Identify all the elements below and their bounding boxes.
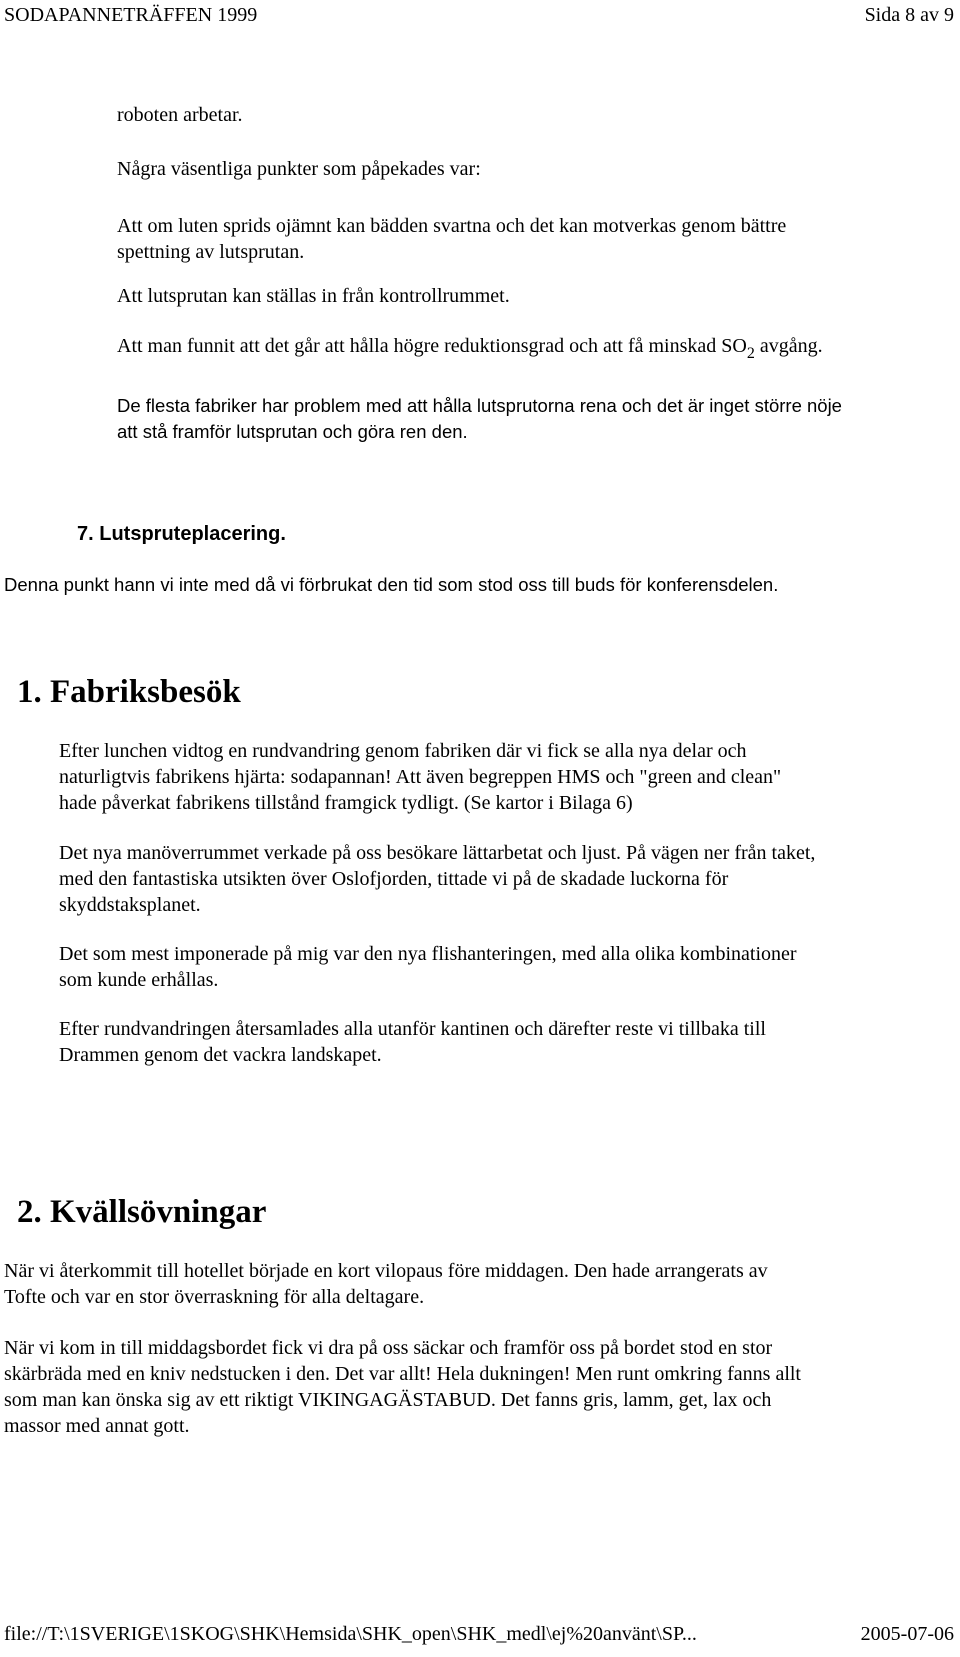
section-7-heading: 7. Lutspruteplacering. [77, 523, 286, 545]
intro-text: roboten arbetar. [117, 104, 243, 126]
header-title: SODAPANNETRÄFFEN 1999 [4, 4, 258, 26]
section-1-para-2-line-3: skyddstaksplanet. [59, 894, 201, 916]
section-2-para-2-line-2: skärbräda med en kniv nedstucken i den. Det var allt! Hela dukningen! Men runt omkring fanns allt [4, 1363, 801, 1385]
section-1-para-1-line-3: hade påverkat fabrikens tillstånd framgick tydligt. (Se kartor i Bilaga 6) [59, 792, 633, 814]
point-3-suffix: avgång. [754, 335, 823, 357]
section-1-para-3-line-2: som kunde erhållas. [59, 969, 219, 991]
footer-file-path: file://T:\1SVERIGE\1SKOG\SHK\Hemsida\SHK_open\SHK_medl\ej%20använt\SP... [4, 1623, 697, 1645]
section-1-para-2-line-1: Det nya manöverrummet verkade på oss besökare lättarbetat och ljust. På vägen ner från taket, [59, 842, 816, 864]
section-1-para-4-line-2: Drammen genom det vackra landskapet. [59, 1044, 382, 1066]
section-2-para-1-line-1: När vi återkommit till hotellet började en kort vilopaus före middagen. Den hade arrangerats av [4, 1260, 768, 1282]
section-1-heading: 1. Fabriksbesök [17, 674, 241, 710]
point-2: Att lutsprutan kan ställas in från kontrollrummet. [117, 285, 510, 307]
point-1-line-2: spettning av lutsprutan. [117, 241, 305, 263]
section-2-para-2-line-1: När vi kom in till middagsbordet fick vi dra på oss säckar och framför oss på bordet stod en stor [4, 1337, 773, 1359]
section-2-para-2-line-4: massor med annat gott. [4, 1415, 190, 1437]
point-4-line-2: att stå framför lutsprutan och göra ren den. [117, 421, 468, 442]
point-1-line-1: Att om luten sprids ojämnt kan bädden svartna och det kan motverkas genom bättre [117, 215, 787, 237]
point-4-line-1: De flesta fabriker har problem med att hålla lutsprutorna rena och det är inget större nöje [117, 395, 842, 416]
point-3-text: Att man funnit att det går att hålla högre reduktionsgrad och att få minskad SO [117, 335, 747, 357]
point-3 [117, 333, 823, 360]
section-1-para-2-line-2: med den fantastiska utsikten över Oslofjorden, tittade vi på de skadade luckorna för [59, 868, 729, 890]
footer-date: 2005-07-06 [860, 1623, 954, 1645]
section-2-heading: 2. Kvällsövningar [17, 1194, 267, 1230]
section-1-para-4-line-1: Efter rundvandringen återsamlades alla utanför kantinen och därefter reste vi tillbaka till [59, 1018, 766, 1040]
intro-lead: Några väsentliga punkter som påpekades var: [117, 158, 481, 180]
point-3-subscript: 2 [746, 345, 755, 362]
section-1-para-1-line-2: naturligtvis fabrikens hjärta: sodapannan! Att även begreppen HMS och "green and clean" [59, 766, 782, 788]
section-2-para-2-line-3: som man kan önska sig av ett riktigt VIKINGAGÄSTABUD. Det fanns gris, lamm, get, lax och [4, 1389, 772, 1411]
page-number: Sida 8 av 9 [864, 4, 954, 26]
section-1-para-3-line-1: Det som mest imponerade på mig var den nya flishanteringen, med alla olika kombinationer [59, 943, 797, 965]
section-7-text: Denna punkt hann vi inte med då vi förbrukat den tid som stod oss till buds för konferensdelen. [4, 574, 779, 595]
section-2-para-1-line-2: Tofte och var en stor överraskning för alla deltagare. [4, 1286, 425, 1308]
section-1-para-1-line-1: Efter lunchen vidtog en rundvandring genom fabriken där vi fick se alla nya delar och [59, 740, 747, 762]
